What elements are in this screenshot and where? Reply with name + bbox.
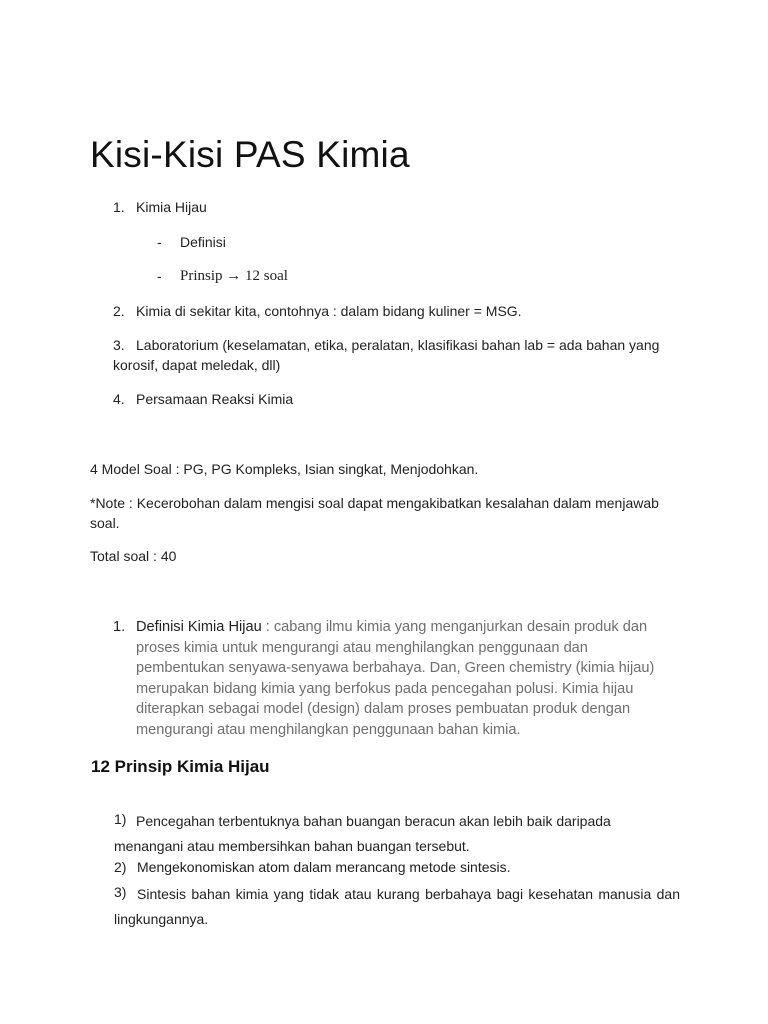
principle-number: 3)	[114, 884, 127, 900]
outline-number: 4.	[113, 391, 125, 407]
definition-term: Definisi Kimia Hijau	[136, 619, 262, 635]
principles-heading: 12 Prinsip Kimia Hijau	[91, 757, 270, 776]
outline-number: 1.	[113, 199, 125, 215]
principle-number: 1)	[114, 811, 127, 827]
definition-text: : cabang ilmu kimia yang menganjurkan desain produk dan proses kimia untuk mengurangi atau menghilangkan penggunaan dan pembentukan senyawa-senyawa berbahaya. Dan, Green chemistry (kimia hijau) merupakan bidang kimia yang berfokus pada pencegahan polusi. Kimia hijau diterapkan sebagai model (design) dalam proses pembuatan produk dengan mengurangi atau menghilangkan penggunaan bahan kimia.	[136, 619, 655, 738]
outline-number: 3.	[113, 337, 125, 353]
total-soal-text: Total soal : 40	[90, 548, 177, 564]
principle-item-1: Pencegahan terbentuknya bahan buangan beracun akan lebih baik daripada menangani atau membersihkan bahan buangan tersebut.	[114, 813, 611, 854]
principle-number: 2)	[114, 859, 127, 875]
principle-item-3: Sintesis bahan kimia yang tidak atau kurang berbahaya bagi kesehatan manusia dan lingkungannya.	[114, 886, 680, 927]
outline-item-persamaan-reaksi: Persamaan Reaksi Kimia	[136, 391, 294, 407]
sub-item-dash: -	[157, 234, 162, 250]
principle-item-2: Mengekonomiskan atom dalam merancang metode sintesis.	[137, 859, 511, 875]
sub-item-prinsip: Prinsip → 12 soal	[180, 268, 288, 284]
definition-number: 1.	[113, 619, 126, 635]
outline-item-laboratorium: Laboratorium (keselamatan, etika, peralatan, klasifikasi bahan lab = ada bahan yang korosif, dapat meledak, dll)	[113, 337, 660, 373]
outline-number: 2.	[113, 303, 125, 319]
page-title: Kisi-Kisi PAS Kimia	[90, 134, 410, 175]
note-text: *Note : Kecerobohan dalam mengisi soal dapat mengakibatkan kesalahan dalam menjawab soal.	[90, 495, 659, 531]
outline-item-kimia-hijau: Kimia Hijau	[136, 199, 207, 215]
model-soal-text: 4 Model Soal : PG, PG Kompleks, Isian singkat, Menjodohkan.	[90, 461, 479, 477]
sub-item-definisi: Definisi	[180, 234, 226, 250]
definition-block	[113, 617, 673, 740]
outline-item-kimia-sekitar: Kimia di sekitar kita, contohnya : dalam bidang kuliner = MSG.	[136, 303, 522, 319]
sub-item-dash: -	[157, 268, 162, 284]
